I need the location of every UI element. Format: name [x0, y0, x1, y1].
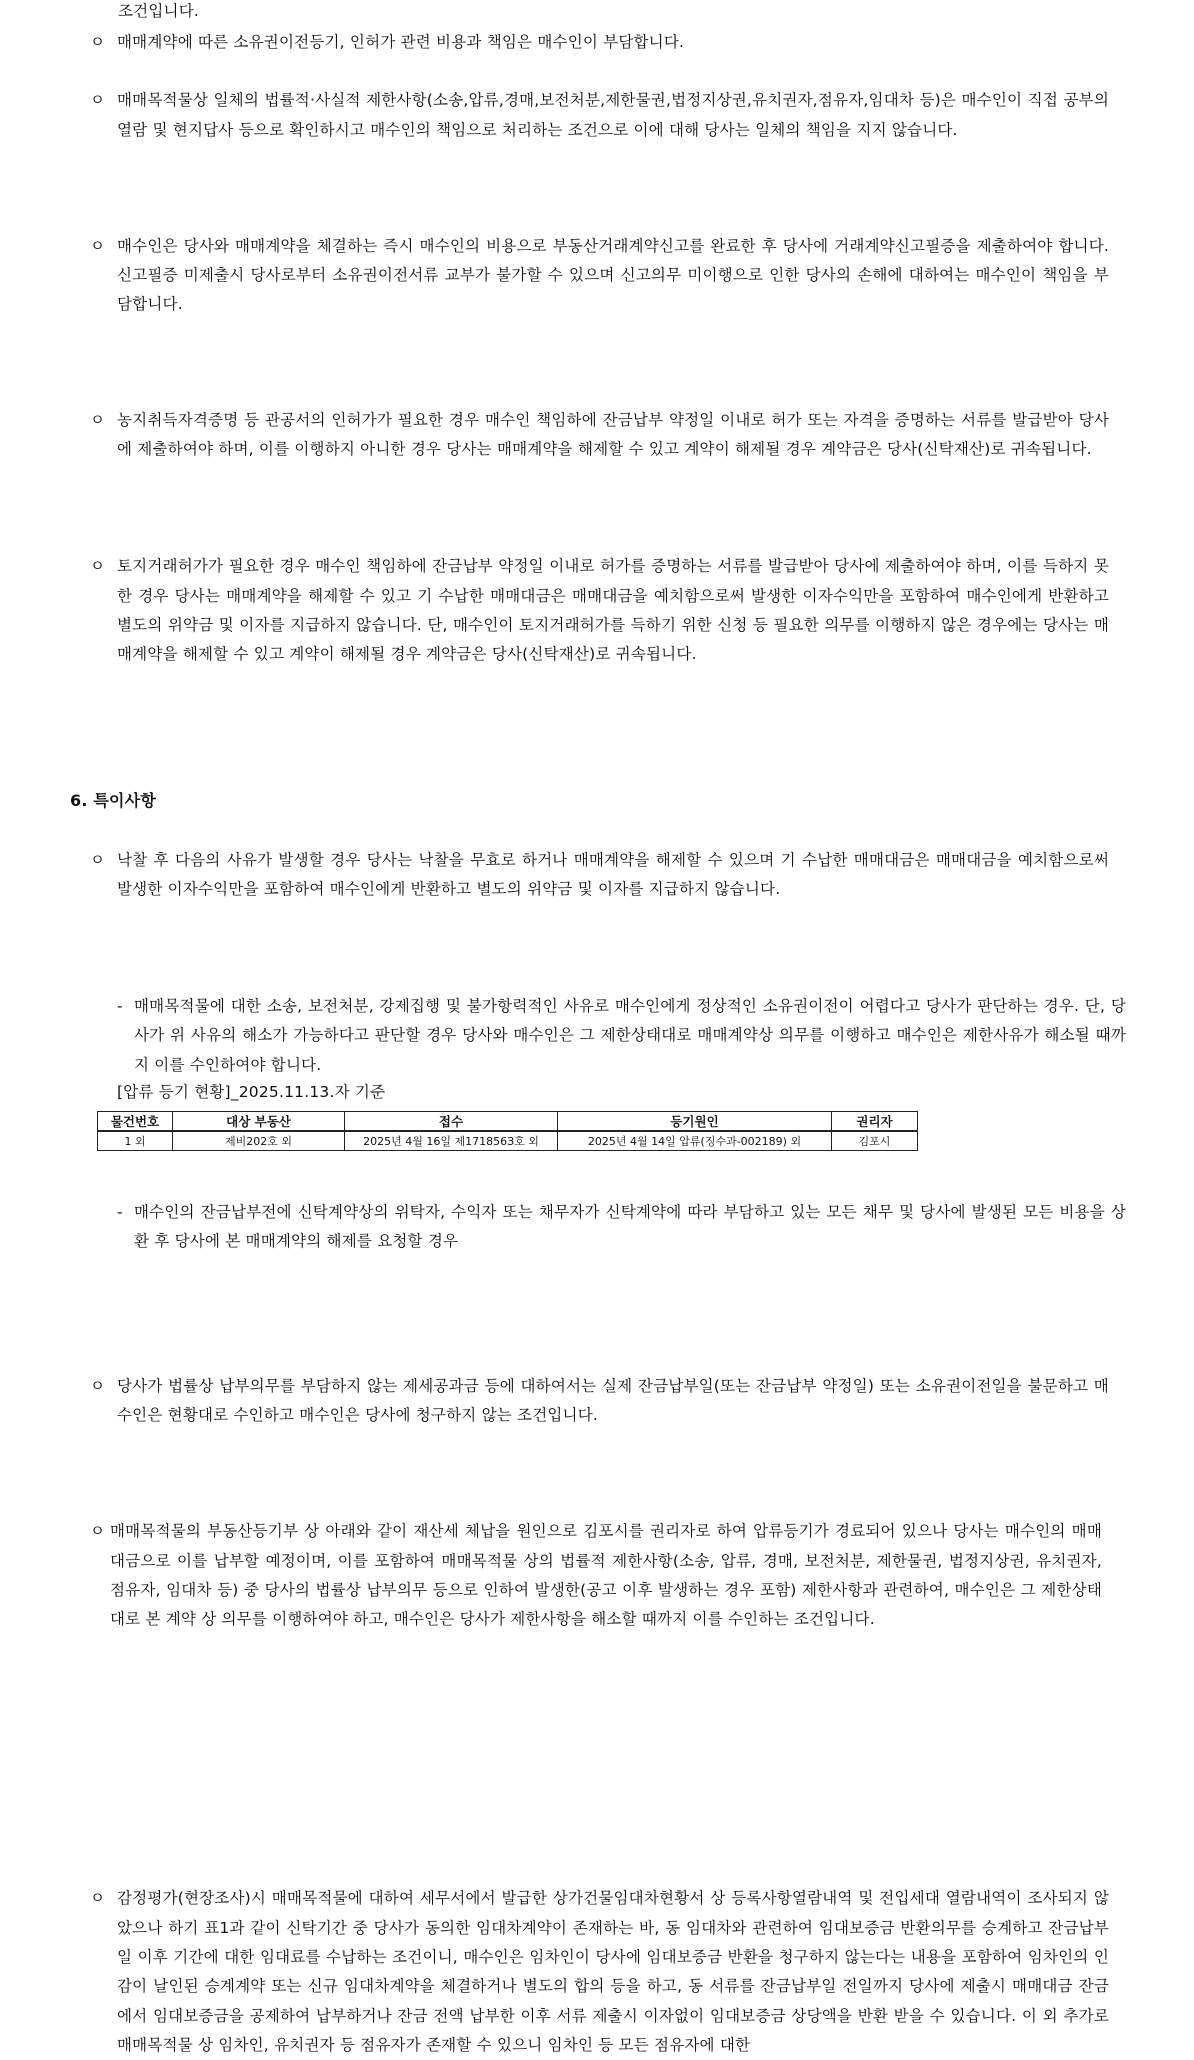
- bullet-text: 매수인은 당사와 매매계약을 체결하는 즉시 매수인의 비용으로 부동산거래계약신고를 완료한 후 당사에 거래계약신고필증을 제출하여야 합니다. 신고필증 미제출시 당사로부터 소유권이전서류 교부가 불가할 수 있으며 신고의무 미이행으로 인한 당사의 손해에 대하여는 매수인이 책임을 부담합니다.: [117, 236, 1109, 314]
- table-cell: 2025년 4월 16일 제171856З호 외: [345, 1131, 558, 1151]
- table-header-row: [98, 1112, 918, 1132]
- bullet-marker: ㅇ: [90, 1522, 106, 1541]
- bullet-text: 감정평가(현장조사)시 매매목적물에 대하여 세무서에서 발급한 상가건물임대차현황서 상 등록사항열람내역 및 전입세대 열람내역이 조사되지 않았으나 하기 표1과 같이 신탁기간 중 당사가 동의한 임대차계약이 존재하는 바, 동 임대차와 관련하여 임대보증금 반환의무를 승계하고 잔금납부일 이후 기간에 대한 임대료를 수납하는 조건이니, 매수인은 임차인이 당사에 임대보증금 반환을 청구하지 않는다는 내용을 포함하여 임차인의 인감이 날인된 승계계약 또는 신규 임대차계약을 체결하거나 별도의 합의 등을 하고, 동 서류를 잔금납부일 전일까지 당사에 제출시 매매대금 잔금에서 임대보증금을 공제하여 납부하거나 잔금 전액 납부한 이후 서류 제출시 이자없이 임대보증금 상당액을 반환 받을 수 있습니다. 이 외 추가로 매매목적물 상 임차인, 유치권자 등 점유자가 존재할 수 있으니 임차인 등 모든 점유자에 대한: [117, 1889, 1109, 2054]
- table-cell: 1 외: [98, 1131, 173, 1151]
- table-header-cell: 등기원인: [558, 1112, 832, 1132]
- list-item: [0, 992, 1194, 1080]
- section-heading: 6. 특이사항: [70, 791, 157, 810]
- list-item: [0, 1372, 1177, 1431]
- list-item: [0, 28, 1177, 57]
- bullet-marker: ㅇ: [90, 557, 106, 576]
- dash-marker: -: [117, 1203, 123, 1222]
- bullet-marker: ㅇ: [90, 236, 106, 255]
- bullet-marker: ㅇ: [90, 1376, 106, 1395]
- list-item: [0, 1198, 1194, 1257]
- bullet-marker: ㅇ: [90, 1889, 106, 1908]
- bullet-marker: ㅇ: [90, 850, 106, 869]
- table-header-cell: 대상 부동산: [173, 1112, 345, 1132]
- dash-marker: -: [117, 997, 123, 1016]
- table-caption: [압류 등기 현황]_2025.11.13.자 기준: [117, 1083, 386, 1101]
- table-cell: 제비202호 외: [173, 1131, 345, 1151]
- continuation-text: 조건입니다.: [118, 2, 199, 20]
- table-cell: 김포시: [832, 1131, 918, 1151]
- dash-text: 매매목적물에 대한 소송, 보전처분, 강제집행 및 불가항력적인 사유로 매수인에게 정상적인 소유권이전이 어렵다고 당사가 판단하는 경우. 단, 당사가 위 사유의 해소가 가능하다고 판단할 경우 당사와 매수인은 그 제한상태대로 매매계약상 의무를 이행하고 매수인은 제한사유가 해소될 때까지 이를 수인하여야 합니다.: [134, 997, 1126, 1074]
- bullet-text: 매매목적물상 일체의 법률적·사실적 제한사항(소송,압류,경매,보전처분,제한물권,법정지상권,유치권자,점유자,임대차 등)은 매수인이 직접 공부의 열람 및 현지답사 등으로 확인하시고 매수인의 책임으로 처리하는 조건으로 이에 대해 당사는 일체의 책임을 지지 않습니다.: [117, 91, 1109, 139]
- bullet-marker: ㅇ: [90, 410, 106, 429]
- dash-text: 매수인의 잔금납부전에 신탁계약상의 위탁자, 수익자 또는 채무자가 신탁계약에 따라 부담하고 있는 모든 채무 및 당사에 발생된 모든 비용을 상환 후 당사에 본 매매계약의 해제를 요청할 경우: [134, 1203, 1126, 1251]
- table-header-cell: 물건번호: [98, 1112, 173, 1132]
- list-item: [0, 406, 1177, 465]
- list-item: [0, 552, 1177, 669]
- list-item: [0, 846, 1177, 905]
- bullet-text: 당사가 법률상 납부의무를 부담하지 않는 제세공과금 등에 대하여서는 실제 잔금납부일(또는 잔금납부 약정일) 또는 소유권이전일을 불문하고 매수인은 현황대로 수인하고 매수인은 당사에 청구하지 않는 조건입니다.: [117, 1376, 1109, 1424]
- list-item: [0, 1884, 1177, 2060]
- bullet-text: 토지거래허가가 필요한 경우 매수인 책임하에 잔금납부 약정일 이내로 허가를 증명하는 서류를 발급받아 당사에 제출하여야 하며, 이를 득하지 못한 경우 당사는 매매계약을 해제할 수 있고 기 수납한 매매대금은 매매대금을 예치함으로써 발생한 이자수익만을 포함하여 매수인에게 반환하고 별도의 위약금 및 이자를 지급하지 않습니다. 단, 매수인이 토지거래허가를 득하기 위한 신청 등 필요한 의무를 이행하지 않은 경우에는 당사는 매매계약을 해제할 수 있고 계약이 해제될 경우 계약금은 당사(신탁재산)로 귀속됩니다.: [117, 557, 1109, 664]
- table-header-cell: 권리자: [832, 1112, 918, 1132]
- table-header-cell: 접수: [345, 1112, 558, 1132]
- bullet-marker: ㅇ: [90, 91, 106, 110]
- table-row: [98, 1131, 918, 1151]
- list-item: [0, 1517, 1170, 1634]
- bullet-text: 매매계약에 따른 소유권이전등기, 인허가 관련 비용과 책임은 매수인이 부담합니다.: [117, 33, 685, 51]
- bullet-marker: ㅇ: [90, 33, 106, 51]
- bullet-text: 매매목적물의 부동산등기부 상 아래와 같이 재산세 체납을 원인으로 김포시를 권리자로 하여 압류등기가 경료되어 있으나 당사는 매수인의 매매대금으로 이를 납부할 예정이며, 이를 포함하여 매매목적물 상의 법률적 제한사항(소송, 압류, 경매, 보전처분, 제한물권, 법정지상권, 유치권자, 점유자, 임대차 등) 중 당사의 법률상 납부의무 등으로 인하여 발생한(공고 이후 발생하는 경우 포함) 제한사항과 관련하여, 매수인은 그 제한상태대로 본 계약 상 의무를 이행하여야 하고, 매수인은 당사가 제한사항을 해소할 때까지 이를 수인하는 조건입니다.: [110, 1522, 1102, 1629]
- bullet-text: 농지취득자격증명 등 관공서의 인허가가 필요한 경우 매수인 책임하에 잔금납부 약정일 이내로 허가 또는 자격을 증명하는 서류를 발급받아 당사에 제출하여야 하며, 이를 이행하지 아니한 경우 당사는 매매계약을 해제할 수 있고 계약이 해제될 경우 계약금은 당사(신탁재산)로 귀속됩니다.: [117, 410, 1109, 459]
- bullet-text: 낙찰 후 다음의 사유가 발생할 경우 당사는 낙찰을 무효로 하거나 매매계약을 해제할 수 있으며 기 수납한 매매대금은 매매대금을 예치함으로써 발생한 이자수익만을 포함하여 매수인에게 반환하고 별도의 위약금 및 이자를 지급하지 않습니다.: [117, 850, 1109, 898]
- list-item: [0, 232, 1177, 320]
- seizure-registry-table: [97, 1111, 918, 1151]
- table-cell: 2025년 4월 14일 압류(징수과-002189) 외: [558, 1131, 832, 1151]
- list-item: [0, 86, 1177, 145]
